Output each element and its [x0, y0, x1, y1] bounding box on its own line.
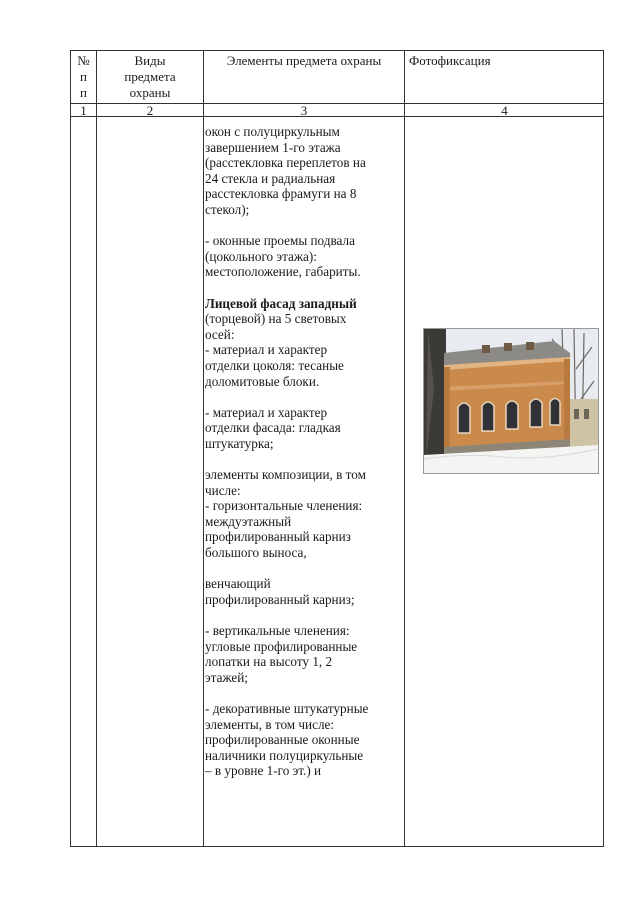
text-line: наличники полуциркульные: [205, 747, 364, 763]
text-line: стекол);: [205, 201, 250, 217]
text-line: венчающий: [205, 576, 271, 592]
text-line: - горизонтальные членения:: [205, 498, 363, 514]
column-divider: [96, 51, 97, 846]
text-line: завершением 1-го этажа: [205, 139, 341, 155]
header-types-column: [97, 54, 203, 100]
header-photo-column: Фотофиксация: [409, 53, 491, 68]
text-line: доломитовые блоки.: [205, 373, 320, 389]
text-line: (расстекловка переплетов на: [205, 155, 366, 171]
text-line: этажей;: [205, 669, 248, 685]
column-number-4: 4: [501, 103, 508, 118]
text-line: - оконные проемы подвала: [205, 233, 355, 249]
text-line: - декоративные штукатурные: [205, 700, 369, 716]
text-line: (торцевой) на 5 световых: [205, 311, 347, 327]
column-number-3: 3: [300, 103, 308, 118]
text-line: лопатки на высоту 1, 2: [205, 654, 333, 670]
text-line: местоположение, габариты.: [205, 264, 361, 280]
column-number-2: 2: [146, 103, 154, 118]
column-number-1: 1: [80, 103, 87, 118]
text-line: - материал и характер: [205, 342, 328, 358]
header-types-line3: охраны: [129, 85, 171, 100]
text-line: профилированные оконные: [205, 732, 360, 748]
building-photo: [423, 328, 599, 474]
text-line: междуэтажный: [205, 513, 292, 529]
header-number-column: [71, 54, 96, 100]
header-elements-column: Элементы предмета охраны: [226, 53, 382, 68]
building-photo-image: [424, 329, 598, 473]
header-types-line1: Виды: [134, 53, 166, 68]
header-num-symbol: №: [77, 53, 90, 68]
text-line: профилированный карниз: [205, 529, 351, 545]
text-line: профилированный карниз;: [205, 591, 355, 607]
text-line: элементы, в том числе:: [205, 716, 335, 732]
section-heading-west-facade: Лицевой фасад западный: [205, 295, 357, 311]
text-line: числе:: [205, 482, 241, 498]
text-line: большого выноса,: [205, 545, 307, 561]
column-divider: [203, 51, 204, 846]
text-line: расстекловка фрамуги на 8: [205, 186, 357, 202]
text-line: осей:: [205, 326, 235, 342]
text-line: (цокольного этажа):: [205, 248, 317, 264]
header-types-line2: предмета: [124, 69, 176, 84]
text-line: – в уровне 1-го эт.) и: [205, 763, 322, 779]
text-line: окон с полуциркульным: [205, 124, 340, 139]
text-line: отделки фасада: гладкая: [205, 420, 341, 436]
elements-description: [205, 124, 401, 779]
text-line: - материал и характер: [205, 404, 328, 420]
protection-table: [70, 50, 604, 847]
header-num-p1: п: [80, 69, 87, 84]
text-line: угловые профилированные: [205, 638, 358, 654]
text-line: отделки цоколя: тесаные: [205, 357, 344, 373]
text-line: - вертикальные членения:: [205, 623, 350, 638]
text-line: 24 стекла и радиальная: [205, 170, 336, 186]
text-line: штукатурка;: [205, 435, 274, 451]
column-divider: [404, 51, 405, 846]
header-num-p2: п: [80, 85, 87, 100]
text-line: элементы композиции, в том: [205, 467, 366, 483]
